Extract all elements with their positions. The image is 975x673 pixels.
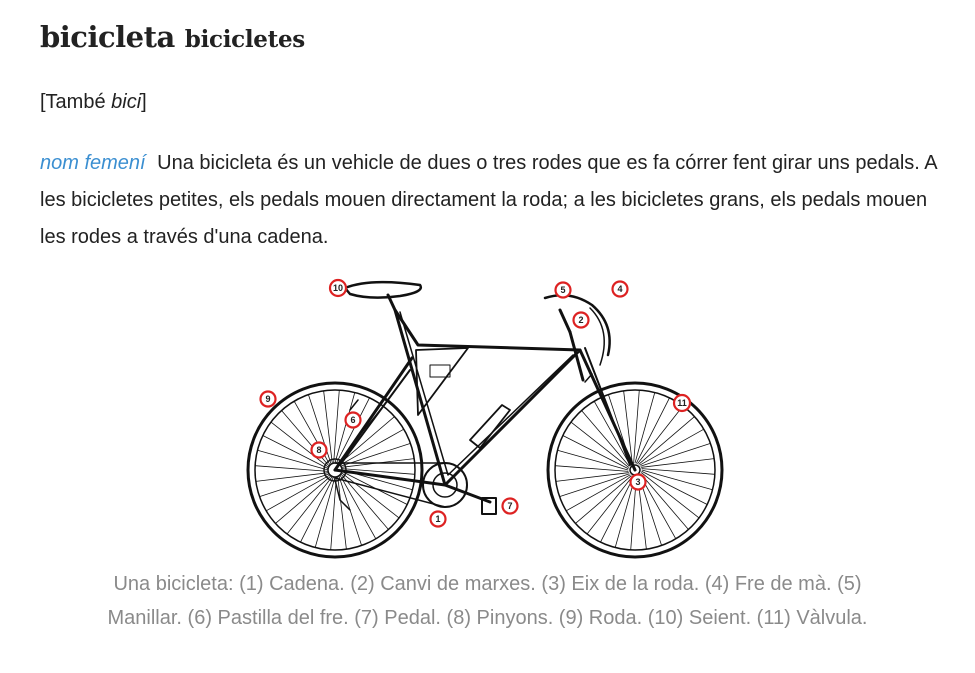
wheel-spoke [575,476,631,524]
wheel-spoke [556,473,629,482]
marker-9 [261,392,276,407]
part-of-speech: nom femení [40,152,146,174]
marker-1 [431,512,446,527]
wheel-spoke [600,477,633,542]
wheel-spoke [300,477,333,542]
wheel-spoke [594,401,630,465]
svg-text:9: 9 [265,394,271,404]
plural-form: bicicletes [184,26,305,53]
wheel-spoke [640,429,704,465]
headword-line [40,20,305,54]
marker-10 [330,280,346,296]
variant-note [40,91,147,114]
svg-text:4: 4 [617,284,623,294]
wheel-spoke [341,474,389,530]
wheel-spoke [642,471,707,504]
marker-8 [312,443,327,458]
marker-5 [556,283,571,298]
marker-4 [613,282,628,297]
svg-text:7: 7 [507,501,513,511]
marker-3 [631,475,646,490]
svg-text:2: 2 [578,315,584,325]
marker-11 [674,395,690,411]
variant-prefix: [També [40,91,112,113]
marker-6 [346,413,361,428]
wheel-spoke [641,459,714,468]
definition [40,145,940,256]
marker-7 [503,499,518,514]
wheel-spoke [338,476,347,549]
svg-text:8: 8 [316,445,322,455]
svg-text:11: 11 [677,398,687,408]
wheel-spoke [563,435,628,468]
marker-2 [574,313,589,328]
svg-text:10: 10 [332,283,344,293]
definition-text: Una bicicleta és un vehicle de dues o tres rodes que es fa córrer fent girar uns pedals. A les bicicletes petites, els pedals mouen directament la roda; a les bicicletes grans, els pedals mouen les rodes a través d'una cadena. [40,152,937,248]
wheel-spoke [266,475,330,511]
bicycle-drawing [240,270,730,570]
wheel-spoke [256,473,329,482]
wheel-spoke [639,417,695,465]
wheel-spoke [566,475,630,511]
wheel-spoke [641,474,689,530]
headword: bicicleta [40,20,175,54]
figure-caption: Una bicicleta: (1) Cadena. (2) Canvi de marxes. (3) Eix de la roda. (4) Fre de mà. (5) Manillar. (6) Pastilla del fre. (7) Pedal. (8) Pinyons. (9) Roda. (10) Seient. (11) Vàlvula. [107,573,868,629]
bicycle-illustration [240,270,730,570]
wheel-spoke [636,398,669,463]
svg-text:6: 6 [350,415,356,425]
svg-text:3: 3 [635,477,641,487]
svg-text:1: 1 [435,514,441,524]
variant-term: bici [111,91,142,113]
wheel-spoke [275,476,331,524]
svg-text:5: 5 [560,285,566,295]
variant-suffix: ] [141,91,147,113]
